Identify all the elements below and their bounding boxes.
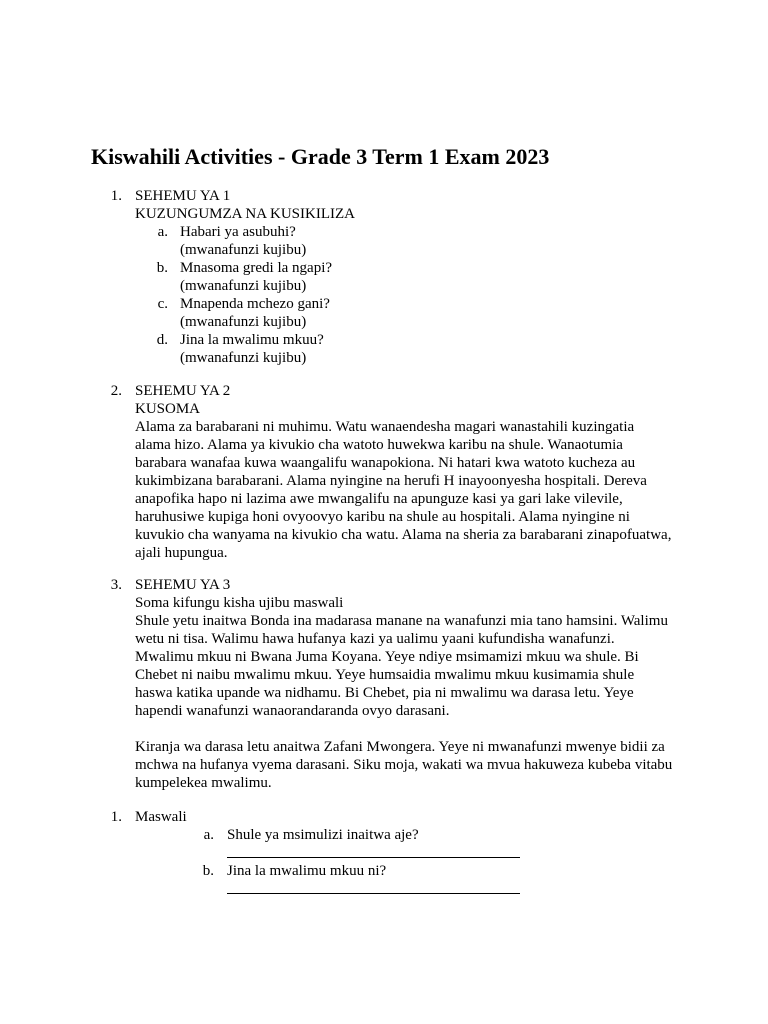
passage-line: kumpelekea mwalimu. xyxy=(135,775,272,791)
section-2 xyxy=(135,382,671,562)
reading-line: alama hizo. Alama ya kivukio cha watoto huwekwa karibu na shule. Wanaotumia xyxy=(135,437,623,453)
question-text: Jina la mwalimu mkuu ni? xyxy=(227,863,387,879)
reading-line: kukimbizana barabarani. Alama nyingine na herufi H inayoonyesha hospitali. Dereva xyxy=(135,473,647,489)
section-1-item-note: (mwanafunzi kujibu) xyxy=(180,278,307,294)
section-2-number: 2. xyxy=(110,383,122,399)
section-1-item-question: Mnasoma gredi la ngapi? xyxy=(180,260,333,276)
page-title: Kiswahili Activities - Grade 3 Term 1 Exam 2023 xyxy=(91,144,550,169)
section-1-item xyxy=(180,259,332,295)
section-3 xyxy=(135,576,668,720)
reading-line: barabara wanafaa kuwa waangalifu wanapokiona. Ni hatari kwa watoto kucheza au xyxy=(135,455,636,471)
section-1-item-note: (mwanafunzi kujibu) xyxy=(180,242,307,258)
section-1-item-letter: d. xyxy=(156,332,168,348)
section-1-heading: SEHEMU YA 1 xyxy=(135,188,231,204)
section-1-item-question: Habari ya asubuhi? xyxy=(180,224,296,240)
passage-line: Mwalimu mkuu ni Bwana Juma Koyana. Yeye ndiye msimamizi mkuu wa shule. Bi xyxy=(135,649,639,665)
passage-line: Shule yetu inaitwa Bonda ina madarasa manane na wanafunzi mia tano hamsini. Walimu xyxy=(135,613,668,629)
section-1-item-note: (mwanafunzi kujibu) xyxy=(180,314,307,330)
reading-line: Alama za barabarani ni muhimu. Watu wanaendesha magari wanastahili kuzingatia xyxy=(135,419,635,435)
section-3-number: 3. xyxy=(110,577,122,593)
section-1-item-question: Mnapenda mchezo gani? xyxy=(180,296,330,312)
question-letter: a. xyxy=(203,827,214,843)
question-letter: b. xyxy=(202,863,214,879)
section-1 xyxy=(135,187,355,223)
section-2-subheading: KUSOMA xyxy=(135,401,201,417)
passage-line: Chebet ni naibu mwalimu mkuu. Yeye humsaidia mwalimu mkuu kusimamia shule xyxy=(135,667,635,683)
section-3-subheading: Soma kifungu kisha ujibu maswali xyxy=(135,595,344,611)
passage-line: Kiranja wa darasa letu anaitwa Zafani Mwongera. Yeye ni mwanafunzi mwenye bidii za xyxy=(135,739,665,755)
section-2-heading: SEHEMU YA 2 xyxy=(135,383,231,399)
reading-line: kuvukio cha wanyama na kivukio cha watu. Alama na sheria za barabarani zinapofuatwa, xyxy=(135,527,672,543)
section-3-heading: SEHEMU YA 3 xyxy=(135,577,231,593)
section-1-item-letter: a. xyxy=(157,224,168,240)
section-3-paragraph-2 xyxy=(135,738,672,792)
section-1-item-letter: c. xyxy=(157,296,168,312)
section-1-item-question: Jina la mwalimu mkuu? xyxy=(180,332,324,348)
section-1-item xyxy=(180,295,330,331)
questions-heading: Maswali xyxy=(135,809,187,825)
reading-line: haruhusiwe kupiga honi ovyoovyo karibu na shule au hospitali. Alama nyingine ni xyxy=(135,509,630,525)
reading-line: ajali hupungua. xyxy=(135,545,228,561)
passage-line: wetu ni tisa. Walimu hawa hufanya kazi ya ualimu yaani kufundisha wanafunzi. xyxy=(135,631,615,647)
section-1-item-note: (mwanafunzi kujibu) xyxy=(180,350,307,366)
passage-line: hapendi wanafunzi wanaorandaranda ovyo darasani. xyxy=(135,703,450,719)
questions-number: 1. xyxy=(110,809,122,825)
section-1-item-letter: b. xyxy=(156,260,168,276)
reading-line: anapofika hapo ni lazima awe mwangalifu na apunguze kasi ya gari lake vilevile, xyxy=(135,491,623,507)
section-1-item xyxy=(180,223,306,259)
passage-line: mchwa na hufanya vyema darasani. Siku moja, wakati wa mvua hakuweza kubeba vitabu xyxy=(135,757,673,773)
answer-line[interactable] xyxy=(227,893,520,894)
section-1-number: 1. xyxy=(110,188,122,204)
question-text: Shule ya msimulizi inaitwa aje? xyxy=(227,827,419,843)
passage-line: haswa katika upande wa nidhamu. Bi Chebet, pia ni mwalimu wa darasa letu. Yeye xyxy=(135,685,634,701)
answer-line[interactable] xyxy=(227,857,520,858)
section-1-subheading: KUZUNGUMZA NA KUSIKILIZA xyxy=(135,206,355,222)
section-1-item xyxy=(180,331,324,367)
